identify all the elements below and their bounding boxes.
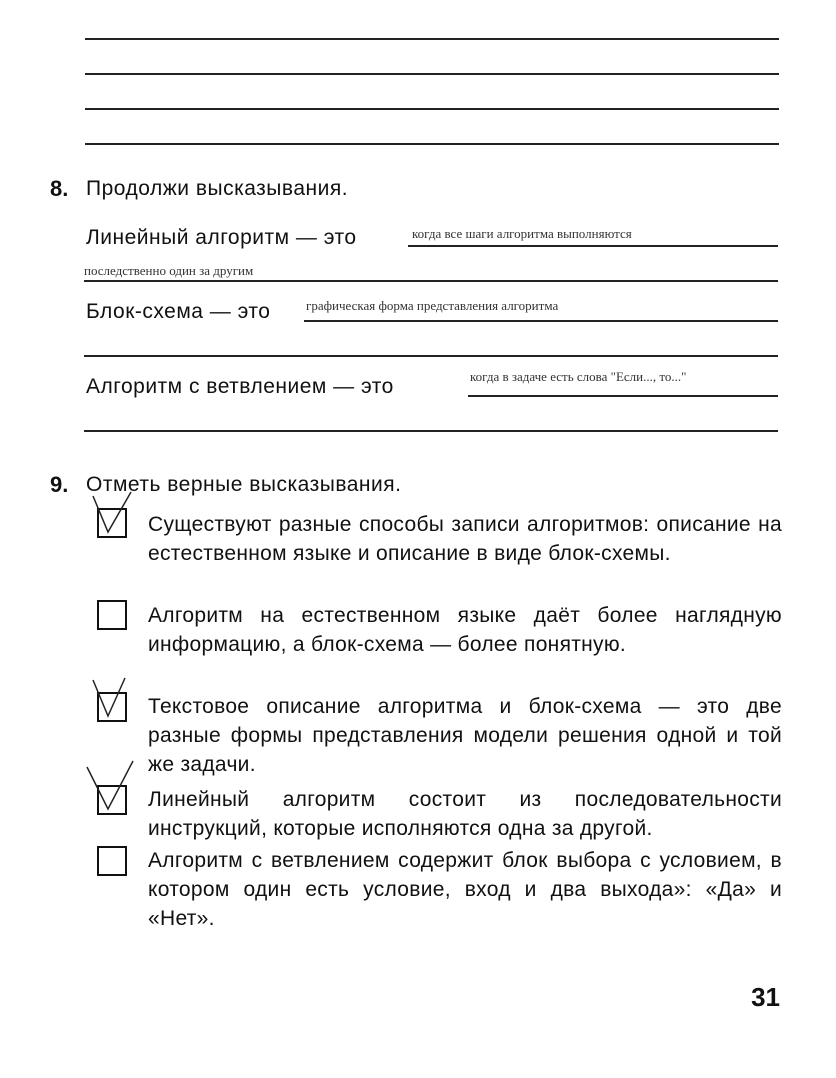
task-number: 8. <box>50 176 69 201</box>
statement-5: Алгоритм с ветвлением содержит блок выбора с условием, в котором один есть условие, вход и два выхода»: «Да» и «Нет». <box>148 849 782 930</box>
answer-line[interactable] <box>84 355 778 357</box>
writing-line <box>85 73 779 75</box>
checkbox-checked[interactable] <box>97 508 127 538</box>
answer-branching: когда в задаче есть слова "Если..., то..." <box>470 369 687 384</box>
answer-linear-2: последственно один за другим <box>84 263 254 278</box>
checkbox-checked[interactable] <box>97 785 127 815</box>
prompt-flowchart: Блок-схема — это <box>86 300 271 323</box>
page-number: 31 <box>751 982 780 1012</box>
prompt-branching: Алгоритм с ветвлением — это <box>86 375 394 398</box>
check-mark-icon <box>89 672 139 722</box>
writing-line <box>85 143 779 145</box>
statement-4: Линейный алгоритм состоит из последовательности инструкций, которые исполняются одна за другой. <box>148 788 782 840</box>
statement-2: Алгоритм на естественном языке даёт более наглядную информацию, а блок-схема — более понятную. <box>148 604 782 656</box>
answer-line[interactable] <box>304 320 778 322</box>
writing-line <box>85 38 779 40</box>
checkbox-unchecked[interactable] <box>97 600 127 630</box>
answer-flowchart: графическая форма представления алгоритма <box>306 298 559 313</box>
answer-line[interactable] <box>84 430 778 432</box>
answer-line[interactable] <box>468 395 778 397</box>
check-mark-icon <box>89 488 139 538</box>
statement-1: Существуют разные способы записи алгоритмов: описание на естественном языке и описание в виде блок-схемы. <box>148 513 782 565</box>
task-number: 9. <box>50 472 69 497</box>
writing-line <box>85 108 779 110</box>
checkbox-unchecked[interactable] <box>97 846 127 876</box>
check-mark-icon <box>89 765 139 815</box>
statement-3: Текстовое описание алгоритма и блок-схема — это две разные формы представления модели решения одной и той же задачи. <box>148 695 782 776</box>
task-title: Продолжи высказывания. <box>86 177 349 200</box>
answer-line[interactable] <box>84 280 778 282</box>
prompt-linear: Линейный алгоритм — это <box>86 226 357 249</box>
answer-linear-1: когда все шаги алгоритма выполняются <box>412 226 632 241</box>
answer-line[interactable] <box>408 245 778 247</box>
checkbox-checked[interactable] <box>97 692 127 722</box>
task-title: Отметь верные высказывания. <box>86 473 402 496</box>
